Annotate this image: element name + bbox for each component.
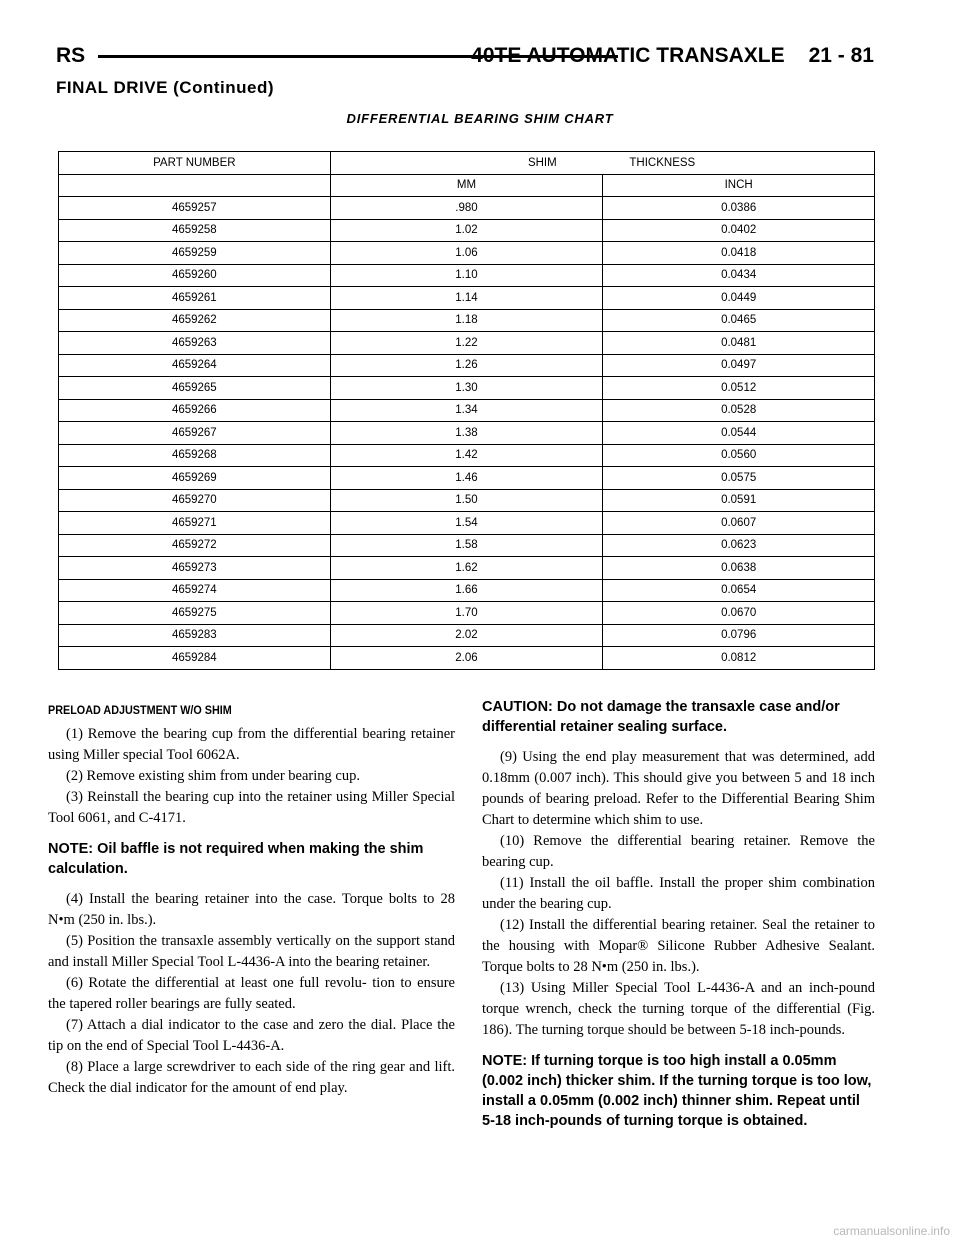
cell-inch: 0.0638 [603, 557, 875, 580]
subheading-preload-adjustment: PRELOAD ADJUSTMENT W/O SHIM [48, 703, 232, 717]
cell-part-number: 4659283 [59, 624, 331, 647]
section-title: FINAL DRIVE (Continued) [56, 78, 274, 97]
step-11: (11) Install the oil baffle. Install the proper shim combination under the bearing cup. [482, 875, 875, 912]
cell-mm: 2.02 [330, 624, 603, 647]
left-column [48, 700, 455, 1099]
table-row [59, 399, 875, 422]
step-7: (7) Attach a dial indicator to the case and zero the dial. Place the tip on the end of Special Tool L-4436-A. [48, 1017, 455, 1054]
note-turning-torque: NOTE: If turning torque is too high install a 0.05mm (0.002 inch) thicker shim. If the turning torque is too low, install a 0.05mm (0.002 inch) thinner shim. Repeat until 5-18 inch-pounds of turning torque is obtained. [482, 1053, 872, 1129]
cell-inch: 0.0670 [603, 602, 875, 625]
step-3: (3) Reinstall the bearing cup into the retainer using Miller Special Tool 6061, and C-4171. [48, 789, 455, 826]
cell-inch: 0.0544 [603, 422, 875, 445]
subheader-empty [59, 174, 331, 197]
header-shim: SHIM [527, 156, 557, 169]
cell-part-number: 4659273 [59, 557, 331, 580]
shim-chart-table [58, 151, 875, 670]
step-8: (8) Place a large screwdriver to each side of the ring gear and lift. Check the dial indicator for the amount of end play. [48, 1059, 455, 1096]
cell-part-number: 4659261 [59, 287, 331, 310]
cell-mm: 1.58 [330, 534, 603, 557]
cell-mm: 1.34 [330, 399, 603, 422]
cell-mm: 1.14 [330, 287, 603, 310]
step-13: (13) Using Miller Special Tool L-4436-A and an inch-pound torque wrench, check the turning torque of the differential (Fig. 186). The turning torque should be between 5-18 inch-pounds. [482, 980, 875, 1038]
cell-mm: 1.02 [330, 219, 603, 242]
cell-part-number: 4659265 [59, 377, 331, 400]
table-row [59, 354, 875, 377]
cell-mm: 1.66 [330, 579, 603, 602]
cell-mm: 1.54 [330, 512, 603, 535]
cell-mm: 1.62 [330, 557, 603, 580]
table-row [59, 579, 875, 602]
cell-part-number: 4659268 [59, 444, 331, 467]
cell-part-number: 4659267 [59, 422, 331, 445]
table-row [59, 467, 875, 490]
cell-part-number: 4659259 [59, 242, 331, 265]
cell-inch: 0.0481 [603, 332, 875, 355]
cell-part-number: 4659275 [59, 602, 331, 625]
cell-part-number: 4659272 [59, 534, 331, 557]
cell-part-number: 4659269 [59, 467, 331, 490]
subheader-mm: MM [330, 174, 603, 197]
step-1: (1) Remove the bearing cup from the differential bearing retainer using Miller special Tool 6062A. [48, 726, 455, 763]
cell-part-number: 4659271 [59, 512, 331, 535]
cell-part-number: 4659284 [59, 647, 331, 670]
step-4: (4) Install the bearing retainer into the case. Torque bolts to 28 N•m (250 in. lbs.). [48, 891, 455, 928]
table-row [59, 602, 875, 625]
cell-inch: 0.0654 [603, 579, 875, 602]
cell-inch: 0.0607 [603, 512, 875, 535]
cell-part-number: 4659274 [59, 579, 331, 602]
header-shim-thickness [330, 152, 874, 175]
table-header-row [59, 152, 875, 175]
header-right [471, 44, 874, 68]
cell-mm: 1.18 [330, 309, 603, 332]
table-title: DIFFERENTIAL BEARING SHIM CHART [346, 111, 614, 126]
cell-mm: 1.42 [330, 444, 603, 467]
cell-mm: 1.50 [330, 489, 603, 512]
watermark[interactable]: carmanualsonline.info [833, 1224, 950, 1238]
cell-part-number: 4659266 [59, 399, 331, 422]
cell-part-number: 4659263 [59, 332, 331, 355]
header-thickness: THICKNESS [629, 156, 696, 169]
table-row [59, 377, 875, 400]
cell-inch: 0.0434 [603, 264, 875, 287]
shim-table-body [59, 152, 875, 670]
step-9: (9) Using the end play measurement that was determined, add 0.18mm (0.007 inch). This should give you between 5 and 18 inch pounds of bearing preload. Refer to the Differential Bearing Shim Chart to determine which shim to use. [482, 749, 875, 828]
table-row [59, 489, 875, 512]
cell-mm: 1.38 [330, 422, 603, 445]
header-title: 40TE AUTOMATIC TRANSAXLE [471, 44, 785, 67]
cell-inch: 0.0623 [603, 534, 875, 557]
cell-mm: 1.06 [330, 242, 603, 265]
header-model-code: RS [56, 44, 86, 67]
table-row [59, 647, 875, 670]
cell-part-number: 4659258 [59, 219, 331, 242]
table-row [59, 287, 875, 310]
cell-inch: 0.0465 [603, 309, 875, 332]
table-row [59, 332, 875, 355]
note-oil-baffle: NOTE: Oil baffle is not required when making the shim calculation. [48, 841, 424, 877]
table-row [59, 624, 875, 647]
cell-inch: 0.0575 [603, 467, 875, 490]
cell-mm: 1.70 [330, 602, 603, 625]
table-row [59, 557, 875, 580]
table-row [59, 534, 875, 557]
header-part-number: PART NUMBER [59, 152, 331, 175]
step-5: (5) Position the transaxle assembly vertically on the support stand and install Miller Special Tool L-4436-A into the bearing retainer. [48, 933, 455, 970]
step-2: (2) Remove existing shim from under bearing cup. [66, 768, 360, 784]
header-page-number: 21 - 81 [808, 44, 874, 67]
cell-inch: 0.0560 [603, 444, 875, 467]
cell-inch: 0.0386 [603, 197, 875, 220]
cell-mm: 1.46 [330, 467, 603, 490]
table-row [59, 512, 875, 535]
step-10: (10) Remove the differential bearing retainer. Remove the bearing cup. [482, 833, 875, 870]
cell-inch: 0.0591 [603, 489, 875, 512]
table-row [59, 242, 875, 265]
cell-inch: 0.0402 [603, 219, 875, 242]
cell-part-number: 4659257 [59, 197, 331, 220]
subheader-inch: INCH [603, 174, 875, 197]
table-row [59, 264, 875, 287]
right-column [482, 697, 875, 1141]
cell-inch: 0.0796 [603, 624, 875, 647]
table-row [59, 444, 875, 467]
cell-mm: 1.26 [330, 354, 603, 377]
cell-mm: .980 [330, 197, 603, 220]
table-row [59, 219, 875, 242]
cell-mm: 1.30 [330, 377, 603, 400]
caution-sealing-surface: CAUTION: Do not damage the transaxle case and/or differential retainer sealing surface. [482, 699, 840, 735]
cell-mm: 1.10 [330, 264, 603, 287]
cell-inch: 0.0449 [603, 287, 875, 310]
cell-inch: 0.0812 [603, 647, 875, 670]
cell-part-number: 4659260 [59, 264, 331, 287]
table-row [59, 309, 875, 332]
step-12: (12) Install the differential bearing retainer. Seal the retainer to the housing with Mopar® Silicone Rubber Adhesive Sealant. Torque bolts to 28 N•m (250 in. lbs.). [482, 917, 875, 975]
cell-inch: 0.0512 [603, 377, 875, 400]
table-row [59, 422, 875, 445]
cell-mm: 2.06 [330, 647, 603, 670]
cell-mm: 1.22 [330, 332, 603, 355]
table-row [59, 197, 875, 220]
step-6: (6) Rotate the differential at least one full revolu- tion to ensure the tapered roller bearings are fully seated. [48, 975, 455, 1012]
cell-part-number: 4659270 [59, 489, 331, 512]
cell-inch: 0.0528 [603, 399, 875, 422]
cell-part-number: 4659264 [59, 354, 331, 377]
cell-part-number: 4659262 [59, 309, 331, 332]
table-subheader-row [59, 174, 875, 197]
cell-inch: 0.0497 [603, 354, 875, 377]
page-header [56, 44, 874, 72]
cell-inch: 0.0418 [603, 242, 875, 265]
